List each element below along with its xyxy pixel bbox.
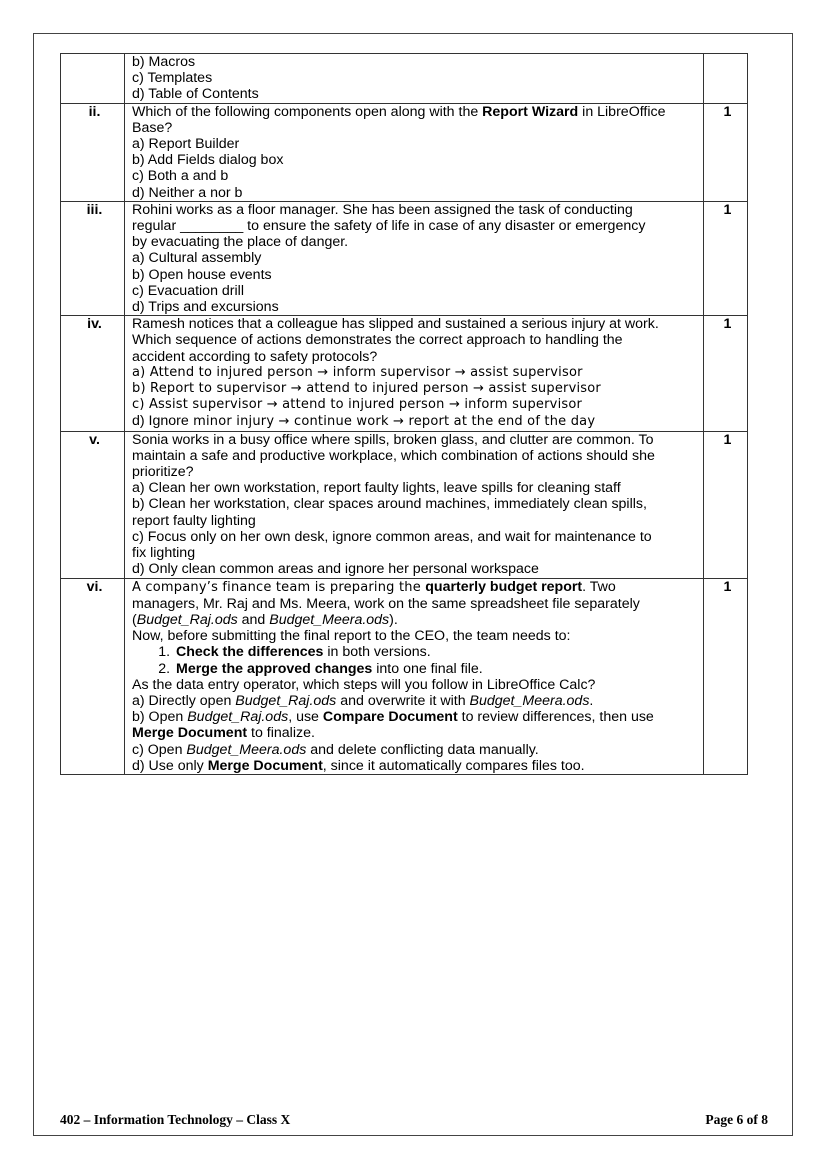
question-marks: 1 — [704, 578, 748, 774]
table-row — [61, 578, 748, 774]
question-table — [60, 53, 748, 775]
option: b) Open house events — [132, 266, 272, 283]
question-marks: 1 — [704, 431, 748, 578]
option: a) Directly open Budget_Raj.ods and overwrite it with Budget_Meera.ods. — [132, 692, 594, 709]
question-stem: (Budget_Raj.ods and Budget_Meera.ods). — [132, 611, 398, 628]
question-stem: Ramesh notices that a colleague has slipped and sustained a serious injury at work. — [132, 316, 659, 333]
option: d) Use only Merge Document, since it automatically compares files too. — [132, 757, 585, 774]
option: d) Ignore minor injury → continue work → report at the end of the day — [132, 413, 596, 430]
question-number: iii. — [61, 201, 125, 315]
table-row — [61, 201, 748, 315]
option: a) Attend to injured person → inform supervisor → assist supervisor — [132, 364, 583, 380]
footer-subject: 402 – Information Technology – Class X — [60, 1112, 291, 1127]
question-number: ii. — [61, 103, 125, 201]
question-stem: A company’s finance team is preparing the quarterly budget report. Two — [132, 578, 616, 595]
question-number: vi. — [61, 578, 125, 774]
steps-list — [132, 644, 700, 676]
table-row — [61, 316, 748, 431]
option: c) Assist supervisor → attend to injured person → inform supervisor — [132, 397, 583, 413]
option: c) Templates — [132, 70, 213, 87]
question-body — [125, 54, 704, 104]
option: a) Clean her own workstation, report faulty lights, leave spills for cleaning staff — [132, 480, 621, 497]
option: b) Open Budget_Raj.ods, use Compare Document to review differences, then use — [132, 709, 654, 726]
question-body — [125, 431, 704, 578]
question-stem: Rohini works as a floor manager. She has been assigned the task of conducting — [132, 201, 633, 218]
option: d) Neither a nor b — [132, 184, 243, 201]
option: c) Open Budget_Meera.ods and delete conflicting data manually. — [132, 741, 539, 758]
list-item: 2. Merge the approved changes into one final file. — [174, 661, 700, 677]
option: c) Both a and b — [132, 168, 229, 185]
list-item: 1. Check the differences in both versions. — [174, 644, 700, 660]
question-number — [61, 54, 125, 104]
option: d) Table of Contents — [132, 86, 259, 103]
question-stem: As the data entry operator, which steps will you follow in LibreOffice Calc? — [132, 676, 596, 693]
option: d) Trips and excursions — [132, 299, 279, 316]
question-stem: prioritize? — [132, 464, 194, 481]
question-stem: regular ________ to ensure the safety of life in case of any disaster or emergency — [132, 218, 646, 235]
question-marks: 1 — [704, 316, 748, 431]
table-row — [61, 54, 748, 104]
option: fix lighting — [132, 545, 196, 562]
question-stem: accident according to safety protocols? — [132, 348, 378, 365]
question-stem: Which of the following components open along with the Report Wizard in LibreOffice Base? — [132, 103, 666, 136]
option: a) Report Builder — [132, 136, 240, 153]
option: Merge Document to finalize. — [132, 725, 315, 742]
table-row — [61, 431, 748, 578]
question-stem: by evacuating the place of danger. — [132, 234, 349, 251]
question-body — [125, 316, 704, 431]
question-body — [125, 103, 704, 201]
question-body — [125, 201, 704, 315]
option: a) Cultural assembly — [132, 250, 262, 267]
option: c) Evacuation drill — [132, 282, 244, 299]
question-stem: Which sequence of actions demonstrates the correct approach to handling the — [132, 332, 623, 349]
question-marks — [704, 54, 748, 104]
option: b) Report to supervisor → attend to injured person → assist supervisor — [132, 381, 601, 397]
option: d) Only clean common areas and ignore her personal workspace — [132, 561, 539, 578]
question-stem: maintain a safe and productive workplace, which combination of actions should she — [132, 447, 655, 464]
question-stem: managers, Mr. Raj and Ms. Meera, work on the same spreadsheet file separately — [132, 595, 640, 612]
question-number: iv. — [61, 316, 125, 431]
option: b) Macros — [132, 54, 196, 70]
question-stem: Now, before submitting the final report to the CEO, the team needs to: — [132, 628, 571, 645]
question-body — [125, 578, 704, 774]
option: c) Focus only on her own desk, ignore common areas, and wait for maintenance to — [132, 528, 652, 545]
question-stem: Sonia works in a busy office where spills, broken glass, and clutter are common. To — [132, 431, 654, 448]
footer-page-number: Page 6 of 8 — [705, 1112, 768, 1127]
question-marks: 1 — [704, 201, 748, 315]
table-row — [61, 103, 748, 201]
question-number: v. — [61, 431, 125, 578]
option: b) Add Fields dialog box — [132, 152, 284, 169]
question-marks: 1 — [704, 103, 748, 201]
option: report faulty lighting — [132, 512, 256, 529]
option: b) Clean her workstation, clear spaces around machines, immediately clean spills, — [132, 496, 647, 513]
